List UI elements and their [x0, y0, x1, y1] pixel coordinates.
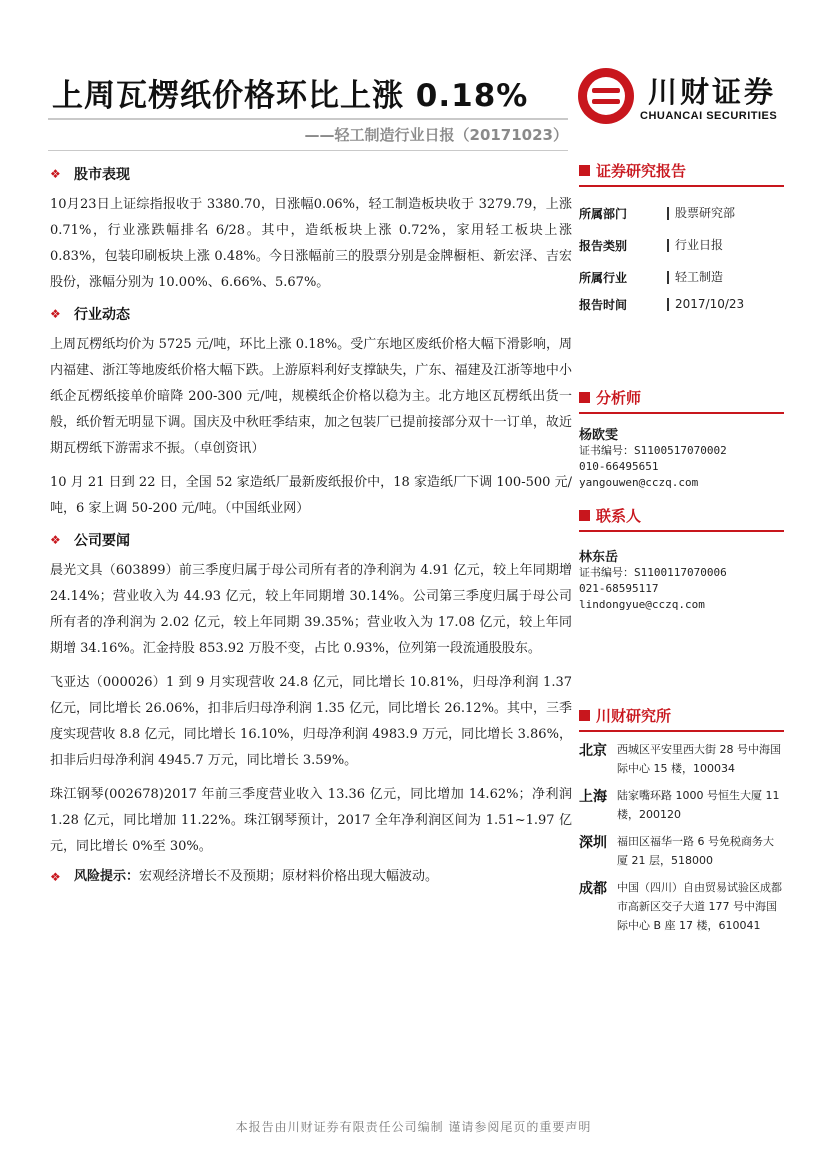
office-entry: 深圳 福田区福华一路 6 号免税商务大厦 21 层，518000: [579, 835, 774, 867]
office-entry: 北京 西城区平安里西大街 28 号中海国际中心 15 楼，100034: [579, 743, 781, 775]
main-content: [50, 160, 572, 890]
sidebar-heading-contact: 联系人: [579, 505, 784, 526]
red-square-icon: [579, 392, 590, 403]
risk-text: 宏观经济增长不及预期；原材料价格出现大幅波动。: [139, 869, 439, 884]
contact-phone: 021-68595117: [579, 582, 659, 595]
risk-label: 风险提示：: [74, 869, 140, 884]
analyst-email[interactable]: yangouwen@cczq.com: [579, 476, 699, 489]
analyst-phone: 010-66495651: [579, 460, 659, 473]
office-entry: 成都 中国（四川）自由贸易试验区成都市高新区交子大道 177 号中海国际中心 B 座 17 楼，610041: [579, 881, 782, 932]
logo-emblem-icon: [578, 68, 634, 124]
logo-name-cn: 川财证券: [648, 75, 777, 109]
section-heading-company: ❖ 公司要闻: [50, 533, 130, 549]
market-paragraph: 10月23日上证综指报收于 3380.70，日涨幅0.06%，轻工制造板块收于 3279.79，上涨 0.71%，行业涨跌幅排名 6/28。其中，造纸板块上涨 0.72%，家用轻工板块上涨 0.83%，包装印刷板块上涨 0.48%。今日涨幅前三的股票分别是金牌橱柜、新宏泽、吉宏股份，涨幅分别为 10.00%、6.66%、5.67%。: [50, 197, 572, 290]
red-square-icon: [579, 510, 590, 521]
title-divider: [48, 118, 568, 120]
industry-paragraph: 上周瓦楞纸均价为 5725 元/吨，环比上涨 0.18%。受广东地区废纸价格大幅下滑影响，周内福建、浙江等地废纸价格大幅下跌。上游原料利好支撑缺失，广东、福建及江浙等地中小纸企瓦楞纸接单价暗降 200-300 元/吨，规模纸企价格以稳为主。北方地区瓦楞纸出货一般，纸价暂无明显下调。国庆及中秋旺季结束，加之包装厂已提前接部分双十一订单，故近期瓦楞纸下游需求不振。（卓创资讯）: [50, 337, 572, 456]
contact-name: 林东岳: [579, 550, 619, 565]
report-info-row: 所属部门 股票研究部: [579, 205, 736, 221]
diamond-bullet-icon: ❖: [50, 870, 61, 884]
diamond-bullet-icon: ❖: [50, 307, 61, 321]
section-heading-industry: ❖ 行业动态: [50, 307, 130, 323]
sidebar-divider: [579, 185, 784, 187]
sidebar-heading-report: 证券研究报告: [579, 160, 784, 181]
company-paragraph: 珠江钢琴(002678)2017 年前三季度营业收入 13.36 亿元，同比增加 14.62%；净利润 1.28 亿元，同比增加 11.22%。珠江钢琴预计，2017 全年净利润区间为 1.51~1.97 亿元，同比增长 0%至 30%。: [50, 787, 572, 854]
report-info-row: 报告类别 行业日报: [579, 237, 724, 253]
analyst-name: 杨欧雯: [579, 428, 619, 443]
page-subtitle: ——轻工制造行业日报（20171023）: [304, 126, 568, 144]
report-info-row: 所属行业 轻工制造: [579, 269, 724, 285]
sidebar-heading-institute: 川财研究所: [579, 705, 784, 726]
office-entry: 上海 陆家嘴环路 1000 号恒生大厦 11 楼，200120: [579, 789, 780, 821]
logo-name-en: CHUANCAI SECURITIES: [640, 110, 778, 122]
page-title: 上周瓦楞纸价格环比上涨 0.18%: [52, 78, 529, 114]
subtitle-divider: [48, 150, 568, 151]
industry-paragraph: 10 月 21 日到 22 日，全国 52 家造纸厂最新废纸报价中，18 家造纸厂下调 100-500 元/吨，6 家上调 50-200 元/吨。（中国纸业网）: [50, 475, 572, 516]
red-square-icon: [579, 165, 590, 176]
company-logo: [578, 68, 778, 126]
diamond-bullet-icon: ❖: [50, 533, 61, 547]
company-paragraph: 晨光文具（603899）前三季度归属于母公司所有者的净利润为 4.91 亿元，较上年同期增 24.14%；营业收入为 44.93 亿元，较上年同期增 30.14%。公司第三季度归属于母公司所有者的净利润为 2.02 亿元，较上年同期 39.35%；营业收入为 17.08 亿元，较上年同期增 34.16%。汇金持股 853.92 万股不变，占比 0.93%，位列第一段流通股股东。: [50, 563, 572, 656]
section-heading-market: ❖ 股市表现: [50, 167, 130, 183]
sidebar-divider: [579, 530, 784, 532]
risk-warning: [50, 864, 572, 890]
sidebar-divider: [579, 412, 784, 414]
red-square-icon: [579, 710, 590, 721]
contact-cert: 证书编号：S1100117070006: [579, 566, 727, 579]
sidebar: [579, 160, 784, 935]
report-info-row: 报告时间 2017/10/23: [579, 296, 745, 312]
contact-email[interactable]: lindongyue@cczq.com: [579, 598, 705, 611]
page-footer: 本报告由川财证券有限责任公司编制 谨请参阅尾页的重要声明: [235, 1120, 592, 1134]
company-paragraph: 飞亚达（000026）1 到 9 月实现营收 24.8 亿元，同比增长 10.81%，归母净利润 1.37 亿元，同比增长 26.06%，扣非后归母净利润 1.35 亿元，同比增长 26.12%。其中，三季度实现营收 8.8 亿元，同比增长 16.10%，归母净利润 4983.9 万元，同比增长 3.86%，扣非后归母净利润 4945.7 万元，同比增长 3.59%。: [50, 675, 572, 768]
diamond-bullet-icon: ❖: [50, 167, 61, 181]
sidebar-divider: [579, 730, 784, 732]
sidebar-heading-analyst: 分析师: [579, 387, 784, 408]
analyst-cert: 证书编号：S1100517070002: [579, 444, 727, 457]
